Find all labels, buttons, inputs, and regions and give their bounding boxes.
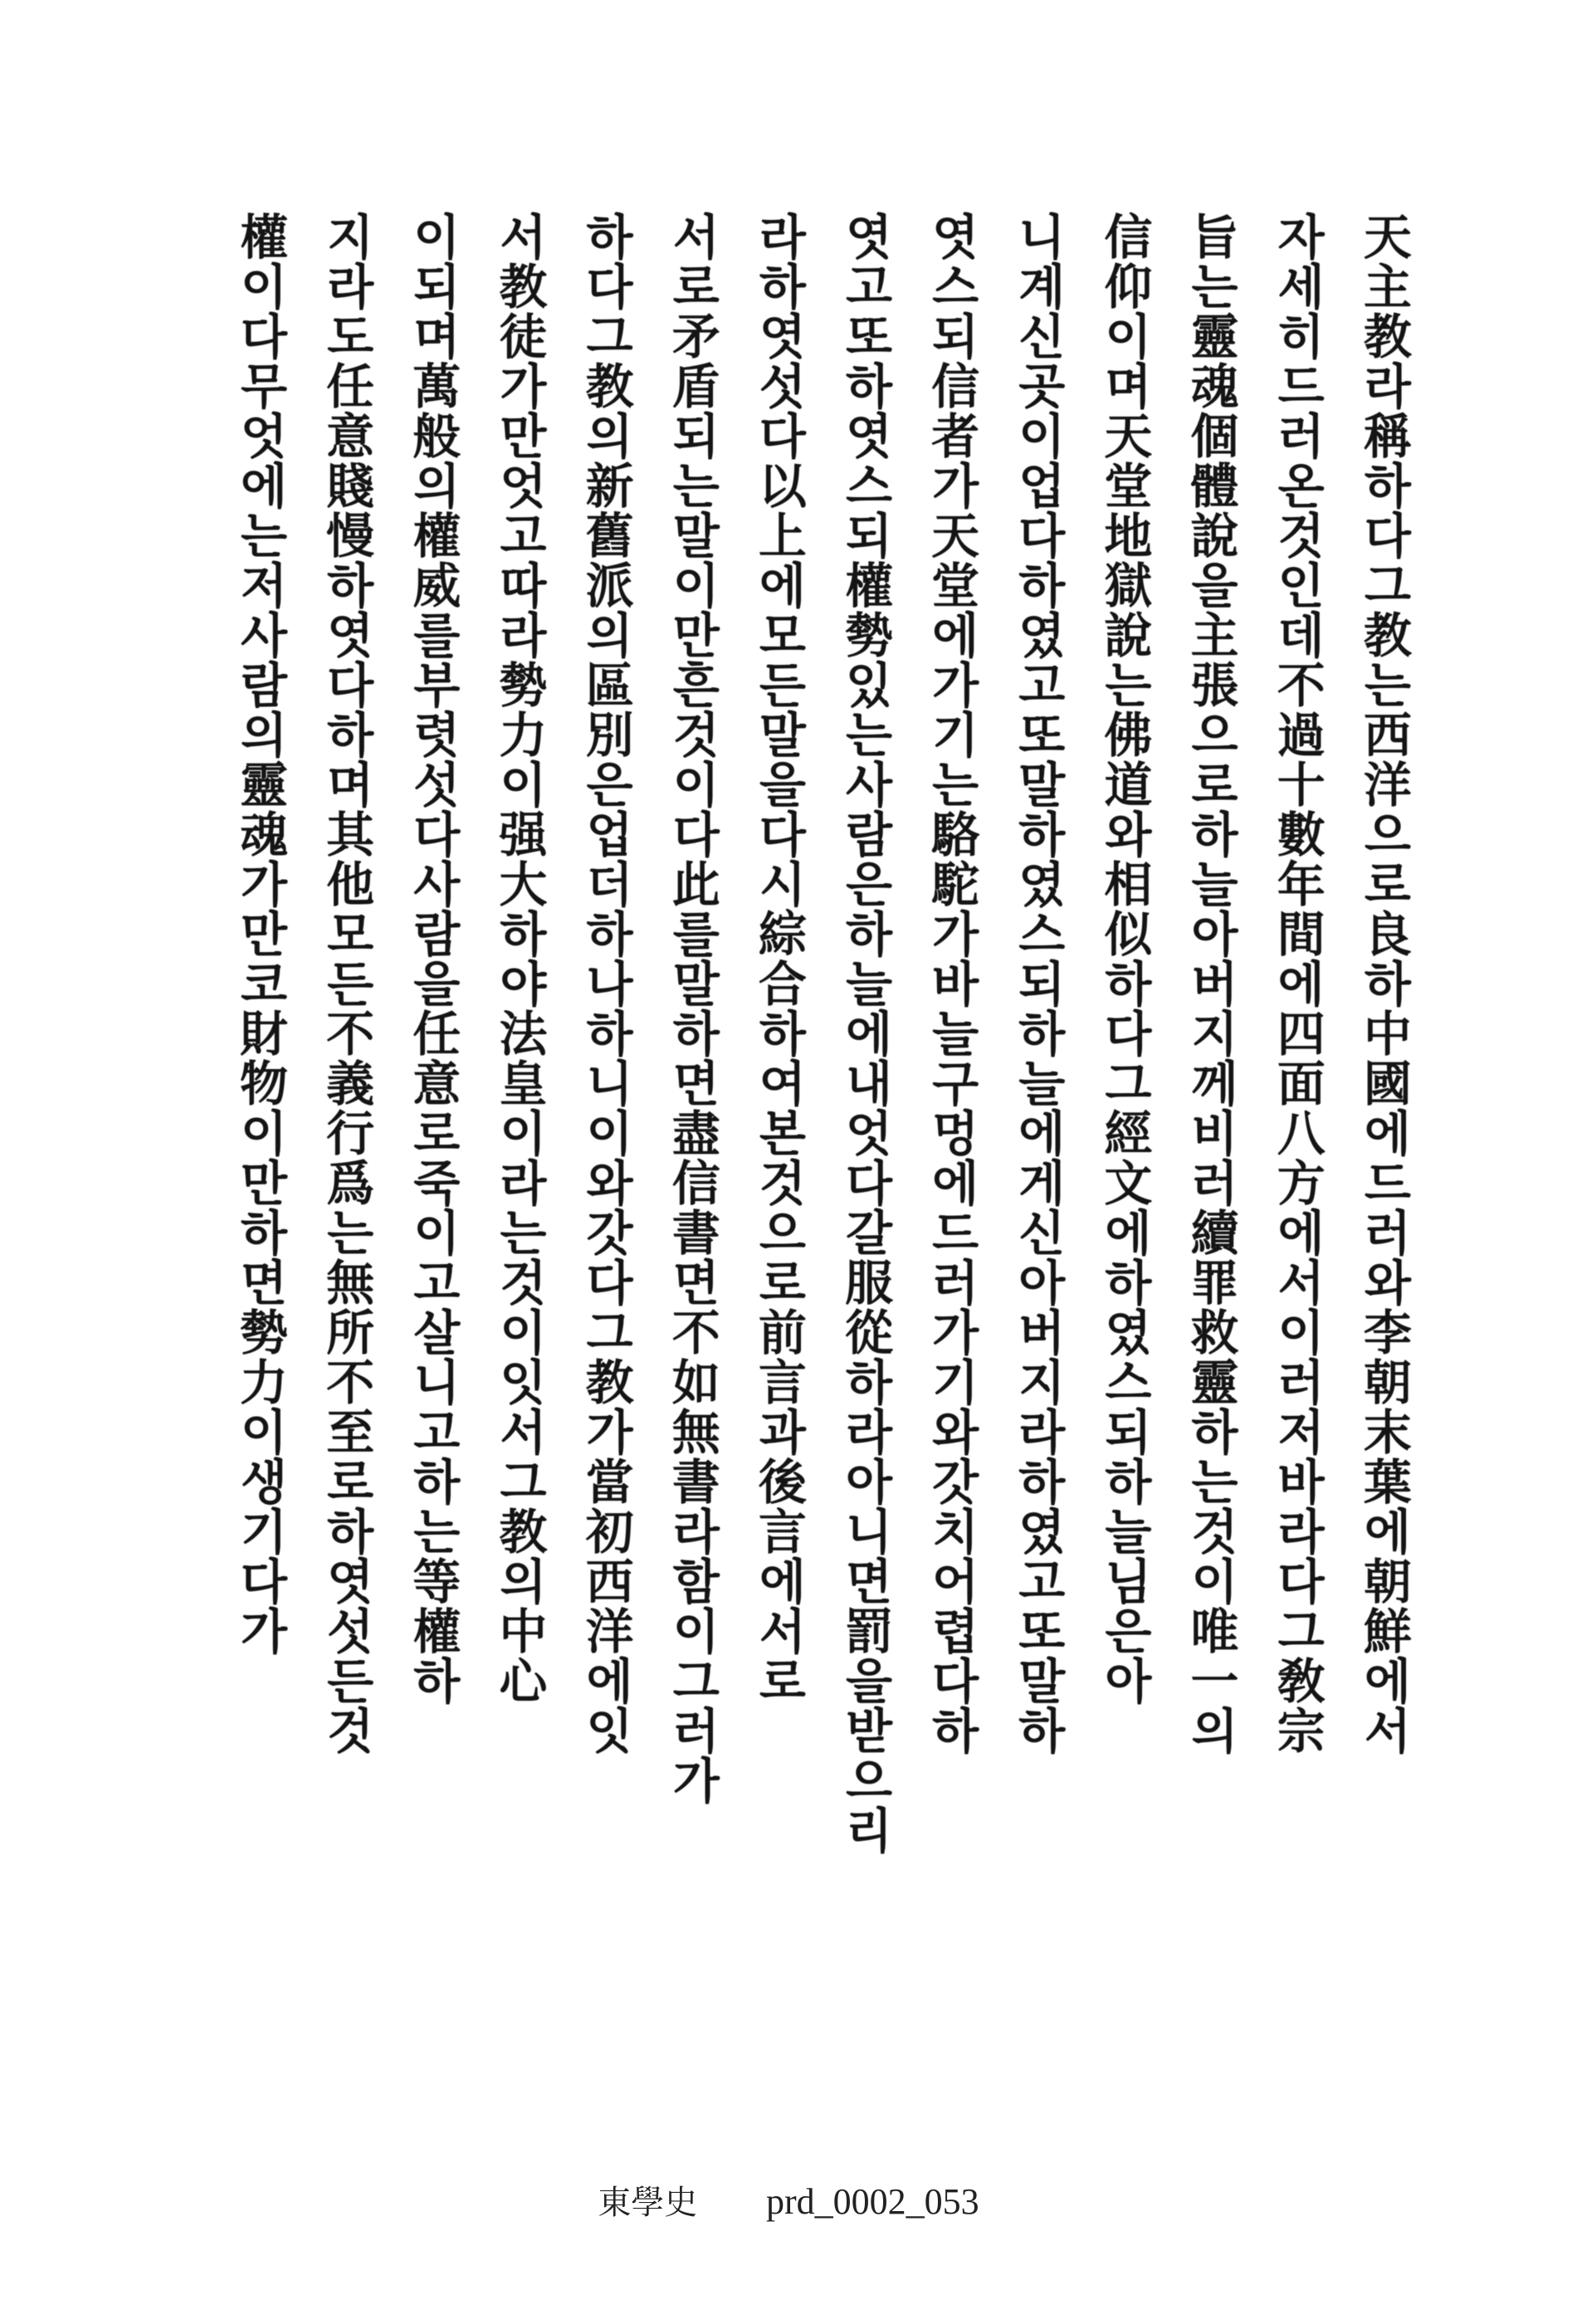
- page-footer: [0, 2176, 1577, 2224]
- manuscript-column: 하다그教의新舊派의區別은업더하나하니이와갓다그教가當初西洋에잇: [577, 212, 634, 1755]
- manuscript-column: 엿스되信者가天堂에가기는駱駝가바늘구멍에드러가기와갓치어렵다하: [923, 212, 980, 1755]
- page-code: prd_0002_053: [766, 2181, 979, 2222]
- manuscript-column: 엿고또하엿스되權勢있는사람은하늘에내엇다갈服從하라아니면罰을받으리: [836, 212, 893, 1855]
- manuscript-column: 서教徒가만엇고따라勢力이强大하야法皇이라는것이잇서그教의中心: [491, 212, 548, 1706]
- manuscript-column: 信仰이며天堂地獄說는佛道와相似하다그經文에하였스되하늘님은아: [1096, 212, 1153, 1706]
- manuscript-column: 라하엿섯다以上에모든말을다시綜合하여본것으로前言과後言에서로: [749, 212, 807, 1706]
- manuscript-column: 이되며萬般의權威를부렷섯다사람을任意로죽이고살니고하는等權하: [404, 212, 461, 1706]
- handwritten-manuscript: [224, 212, 1419, 1863]
- manuscript-column: 니계신곳이업다하였고또말하였스되하늘에게신아버지라하였고또말하: [1009, 212, 1067, 1755]
- manuscript-column: 旨는靈魂個體說을主張으로하늘아버지께비러續罪救靈하는것이唯一의: [1182, 212, 1239, 1755]
- manuscript-column: 서로矛盾되는말이만흔것이다此를말하면盡信書면不如無書라함이그러가: [663, 212, 720, 1805]
- manuscript-column: 지라도任意賤慢하엿다하며其他모든不義行爲는無所不至로하엿섯든것: [318, 212, 375, 1755]
- book-title: 東學史: [598, 2184, 698, 2222]
- manuscript-column: 天主教라稱하다그教는西洋으로良하中國에드러와李朝末葉에朝鮮에서: [1355, 212, 1412, 1755]
- manuscript-column: 權이다무엇에는저사람의靈魂가만코財物이만하면勢力이생기다가: [232, 212, 288, 1656]
- manuscript-column: 자세히드러온것인데不過十數年間에四面八方에서이러저바라다그敎宗: [1268, 212, 1326, 1755]
